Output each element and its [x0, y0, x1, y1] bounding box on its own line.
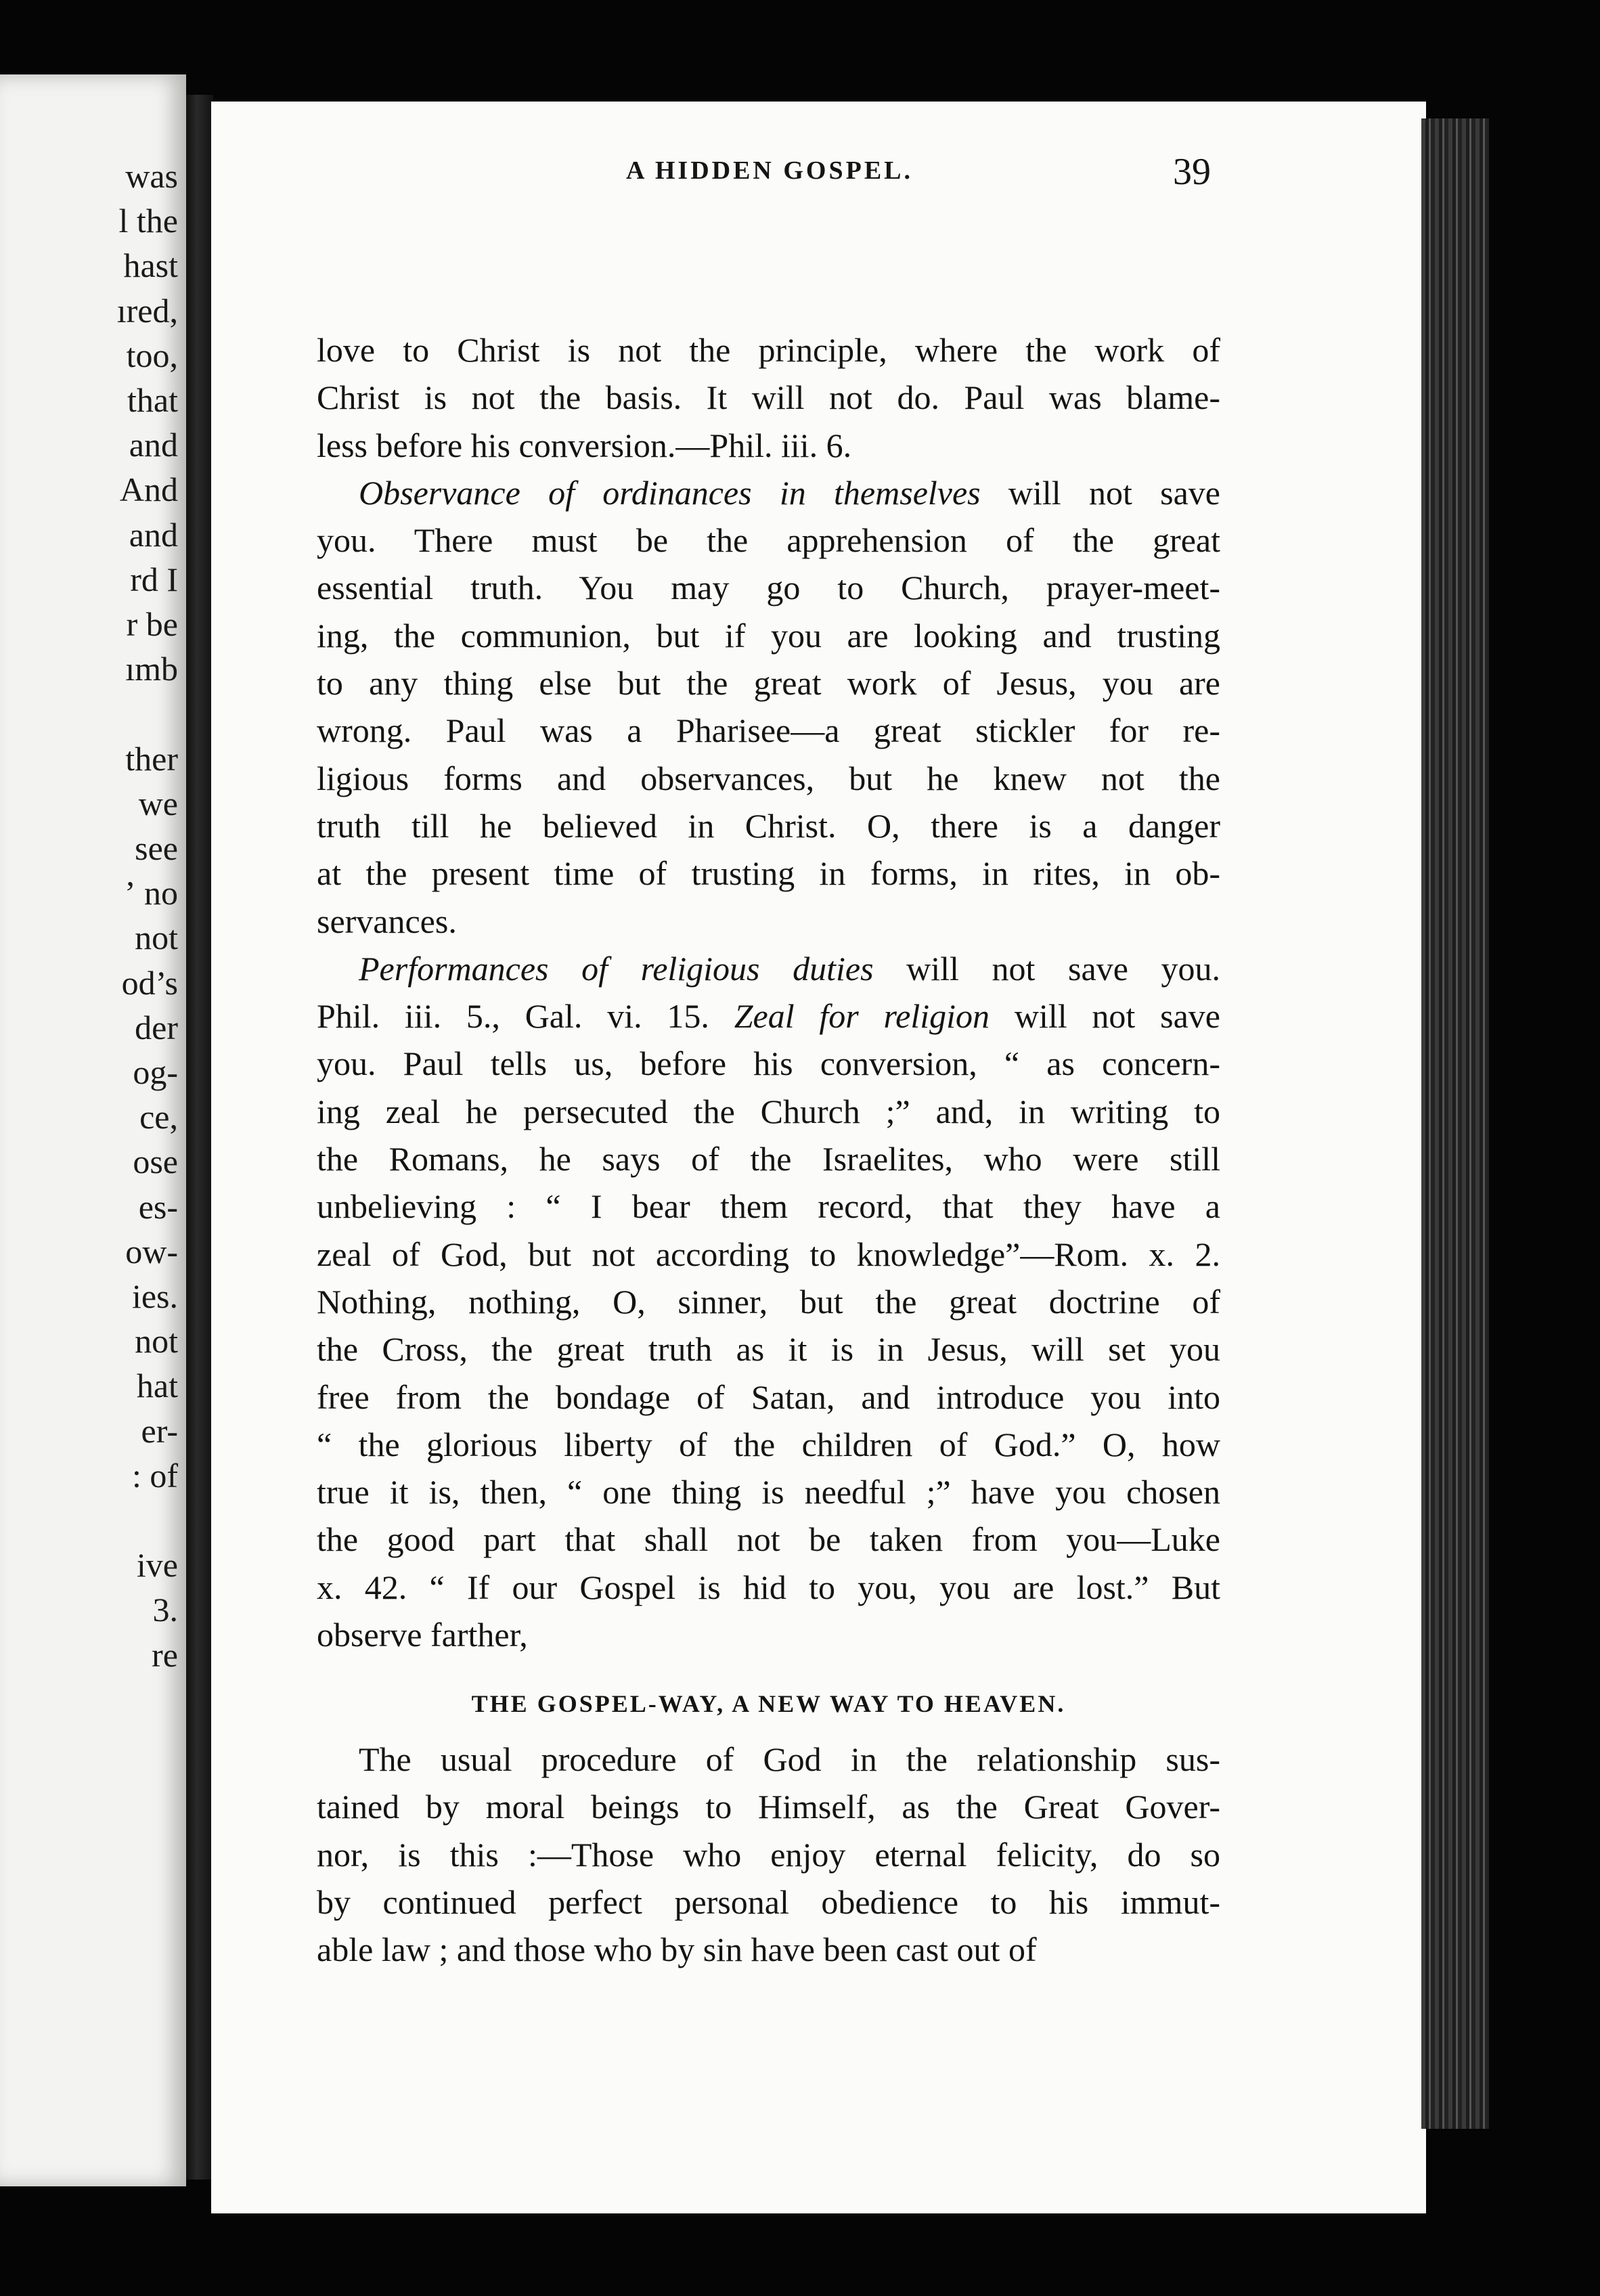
- previous-page-fragment: too,: [126, 336, 178, 374]
- text-line: you. There must be the apprehension of the great: [317, 521, 1220, 560]
- previous-page-fragment: er-: [141, 1411, 178, 1450]
- text-line: by continued perfect personal obedience to his immut-: [317, 1882, 1220, 1921]
- text-line: The usual procedure of God in the relationship sus-: [359, 1740, 1220, 1779]
- previous-page-fragment: ımb: [125, 650, 178, 688]
- text-line: servances.: [317, 902, 457, 940]
- previous-page-sliver: [0, 74, 186, 2186]
- text-line: the Cross, the great truth as it is in Jesus, will set you: [317, 1330, 1220, 1369]
- text-line: Nothing, nothing, O, sinner, but the great doctrine of: [317, 1282, 1220, 1321]
- text-line: at the present time of trusting in forms, in rites, in ob-: [317, 854, 1220, 893]
- text-line: observe farther,: [317, 1616, 528, 1654]
- text-line: free from the bondage of Satan, and introduce you into: [317, 1377, 1220, 1416]
- text-line: zeal of God, but not according to knowledge”—Rom. x. 2.: [317, 1235, 1220, 1273]
- previous-page-fragment: not: [135, 919, 178, 957]
- text-line: ligious forms and observances, but he knew not the: [317, 759, 1220, 797]
- previous-page-fragment: l the: [118, 202, 178, 240]
- text-run: will not save you.: [873, 949, 1220, 988]
- previous-page-fragment: see: [135, 829, 178, 867]
- text-line: x. 42. “ If our Gospel is hid to you, you are lost.” But: [317, 1568, 1220, 1606]
- text-line: the Romans, he says of the Israelites, who were still: [317, 1140, 1220, 1178]
- text-line: ing zeal he persecuted the Church ;” and, in writing to: [317, 1092, 1220, 1130]
- text-line: less before his conversion.—Phil. iii. 6.: [317, 426, 852, 464]
- previous-page-fragment: ce,: [139, 1098, 178, 1136]
- text-line: [317, 992, 1220, 1040]
- previous-page-fragment: was: [125, 157, 178, 195]
- previous-page-fragment: and: [129, 515, 178, 554]
- text-line: “ the glorious liberty of the children of God.” O, how: [317, 1425, 1220, 1463]
- text-line: tained by moral beings to Himself, as the Great Gover-: [317, 1788, 1220, 1826]
- previous-page-fragment: rd I: [130, 560, 178, 598]
- italic-phrase: Zeal for religion: [734, 997, 990, 1036]
- italic-phrase: Performances of religious duties: [359, 949, 874, 988]
- previous-page-fragment: 3.: [152, 1591, 178, 1629]
- text-line: essential truth. You may go to Church, prayer-meet-: [317, 569, 1220, 607]
- previous-page-fragment: not: [135, 1322, 178, 1361]
- text-line: [317, 469, 1220, 516]
- text-line: [317, 945, 1220, 992]
- text-line: to any thing else but the great work of Jesus, you are: [317, 664, 1220, 703]
- previous-page-fragment: : of: [131, 1456, 178, 1495]
- previous-page-fragment: hast: [123, 246, 178, 285]
- previous-page-fragment: od’s: [121, 963, 178, 1002]
- book-gutter: [186, 95, 213, 2180]
- page-number: 39: [1173, 151, 1211, 193]
- text-line: you. Paul tells us, before his conversion, “ as concern-: [317, 1044, 1220, 1083]
- previous-page-fragment: og-: [133, 1053, 178, 1091]
- previous-page-fragment: that: [127, 381, 178, 419]
- previous-page-fragment: es-: [138, 1187, 178, 1226]
- previous-page-fragment: ose: [133, 1143, 178, 1181]
- previous-page-fragment: ies.: [131, 1277, 178, 1315]
- text-line: nor, is this :—Those who enjoy eternal felicity, do so: [317, 1835, 1220, 1874]
- text-run: Phil. iii. 5., Gal. vi. 15.: [317, 997, 734, 1036]
- previous-page-fragment: and: [129, 426, 178, 464]
- book-page-edges: [1421, 118, 1489, 2129]
- previous-page-fragment: ther: [125, 739, 178, 778]
- previous-page-fragment: hat: [136, 1367, 178, 1405]
- body-text: [317, 326, 1220, 1974]
- previous-page-fragment: ow-: [125, 1232, 178, 1271]
- text-line: wrong. Paul was a Pharisee—a great stickler for re-: [317, 711, 1220, 750]
- italic-phrase: Observance of ordinances in themselves: [359, 473, 981, 512]
- previous-page-fragment: der: [135, 1008, 178, 1046]
- previous-page-fragment: re: [152, 1635, 178, 1674]
- running-title: A HIDDEN GOSPEL.: [626, 156, 914, 185]
- previous-page-fragment: ive: [136, 1546, 178, 1585]
- text-run: will not save: [980, 473, 1220, 512]
- text-line: love to Christ is not the principle, where the work of: [317, 331, 1220, 369]
- previous-page-fragment: And: [119, 470, 178, 509]
- text-line: true it is, then, “ one thing is needful ;” have you chosen: [317, 1473, 1220, 1511]
- text-line: Christ is not the basis. It will not do. Paul was blame-: [317, 378, 1220, 417]
- previous-page-fragment: ıred,: [116, 291, 178, 330]
- text-run: will not save: [990, 997, 1220, 1036]
- previous-page-fragment: ʼ no: [124, 874, 178, 912]
- text-line: unbelieving : “ I bear them record, that they have a: [317, 1187, 1220, 1226]
- previous-page-fragment: we: [138, 784, 178, 822]
- text-line: able law ; and those who by sin have been cast out of: [317, 1930, 1037, 1969]
- page-header: [0, 150, 1600, 204]
- text-line: the good part that shall not be taken from you—Luke: [317, 1520, 1220, 1559]
- text-line: ing, the communion, but if you are looking and trusting: [317, 616, 1220, 655]
- text-line: truth till he believed in Christ. O, there is a danger: [317, 806, 1220, 845]
- previous-page-fragment: r be: [126, 605, 178, 643]
- section-heading: THE GOSPEL-WAY, A NEW WAY TO HEAVEN.: [471, 1690, 1066, 1718]
